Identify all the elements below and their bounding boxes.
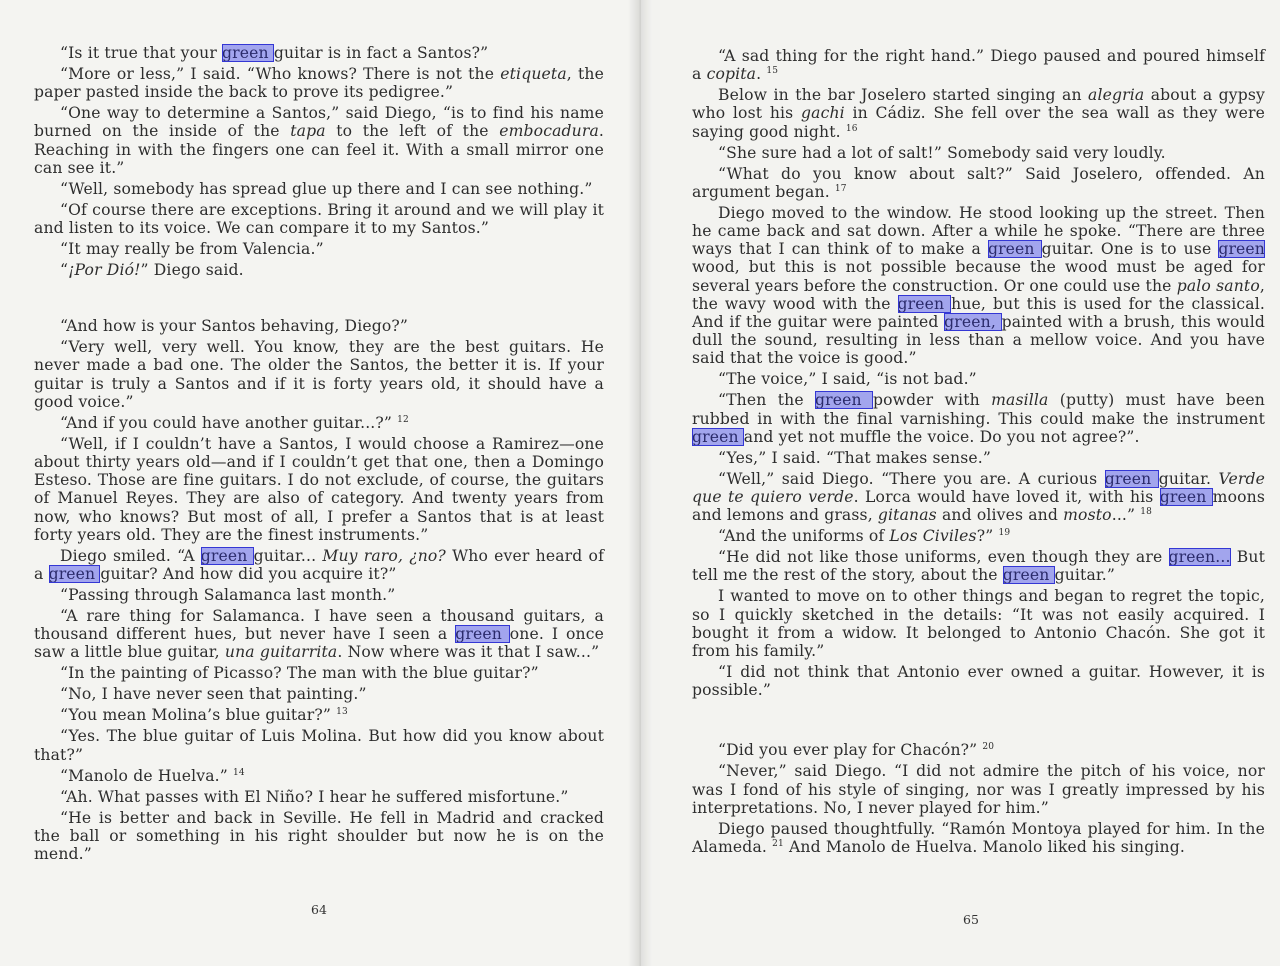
paragraph: “Yes,” I said. “That makes sense.” — [718, 448, 991, 467]
paragraph: “Yes. The blue guitar of Luis Molina. But how did you know about that?” — [34, 727, 604, 764]
highlight-green: green — [987, 240, 1042, 259]
paragraph: “A rare thing for Salamanca. I have seen a thousand guitars, a thousand different hues, but never have I seen a green one. I once saw a little blue guitar, una guitarrita. Now where was it that I saw...” — [34, 607, 604, 662]
page-number: 64 — [311, 902, 327, 917]
footnote-marker: 17 — [834, 183, 847, 194]
paragraph: “In the painting of Picasso? The man with the blue guitar?” — [60, 664, 539, 683]
right-page-text — [692, 47, 1265, 859]
footnote-marker: 16 — [845, 123, 858, 134]
paragraph: “And the uniforms of Los Civiles?” $^{19}$ — [718, 527, 1011, 546]
paragraph: “And how is your Santos behaving, Diego?” — [60, 317, 409, 336]
paragraph: “Passing through Salamanca last month.” — [60, 586, 396, 605]
paragraph: I wanted to move on to other things and began to regret the topic, so I quickly sketched in the details: “It was not easily acquired. I bought it from a widow. It belonged to Antonio Chacón. She got it from his family.” — [692, 587, 1265, 661]
paragraph: “No, I have never seen that painting.” — [60, 685, 367, 704]
footnote-marker: 21 — [772, 838, 784, 849]
paragraph: “More or less,” I said. “Who knows? There is not the etiqueta, the paper pasted inside the back to prove its pedigree.” — [34, 65, 604, 102]
paragraph: “The voice,” I said, “is not bad.” — [718, 370, 977, 389]
paragraph: “It may really be from Valencia.” — [60, 240, 324, 259]
right-page — [640, 0, 1280, 966]
highlight-green: green — [1002, 566, 1055, 585]
highlight-green: green — [455, 625, 510, 644]
paragraph: “Did you ever play for Chacón?” $^{20}$ — [718, 741, 995, 760]
paragraph: “Well, somebody has spread glue up there and I can see nothing.” — [60, 179, 593, 198]
left-page-text — [34, 44, 604, 866]
highlight-green: green — [222, 44, 274, 62]
paragraph: “Then the green powder with masilla (putty) must have been rubbed in with the final varnishing. This could make the instrument green and yet not muffle the voice. Do you not agree?”. — [692, 391, 1265, 446]
paragraph: “Never,” said Diego. “I did not admire the pitch of his voice, nor was I fond of his style of singing, nor was I greatly impressed by his interpretations. No, I never played for him.” — [692, 762, 1265, 817]
highlight-green: green — [1218, 240, 1265, 259]
highlight-green: green — [1104, 469, 1159, 488]
paragraph: “She sure had a lot of salt!” Somebody said very loudly. — [718, 143, 1166, 162]
paragraph: “A sad thing for the right hand.” Diego paused and poured himself a copita. $^{15}$ — [692, 47, 1265, 84]
footnote-marker: 12 — [397, 414, 409, 425]
paragraph: “Well,” said Diego. “There you are. A curious green guitar. Verde que te quiero verde. Lorca would have loved it, with his green moons and lemons and grass, gitanas and olives and mosto...” $^{18}$ — [692, 469, 1266, 525]
paragraph: Below in the bar Joselero started singing an alegria about a gypsy who lost his gachi in Cádiz. She fell over the sea wall as they were saying good night. $^{16}$ — [692, 86, 1265, 141]
paragraph: “Very well, very well. You know, they are the best guitars. He never made a bad one. The older the Santos, the better it is. If your guitar is truly a Santos and if it is forty years old, it should have a good voice.” — [34, 338, 604, 411]
page-number: 65 — [963, 912, 979, 927]
footnote-marker: 15 — [766, 66, 779, 77]
paragraph: “Ah. What passes with El Niño? I hear he suffered misfortune.” — [60, 787, 569, 806]
highlight-green: green, — [944, 313, 1002, 332]
footnote-marker: 13 — [336, 707, 348, 718]
paragraph: “And if you could have another guitar...?” $^{12}$ — [60, 413, 409, 432]
paragraph: “Of course there are exceptions. Bring it around and we will play it and listen to its voice. We can compare it to my Santos.” — [34, 200, 604, 238]
highlight-green: green — [897, 294, 952, 313]
highlight-green: green... — [1168, 548, 1231, 567]
paragraph: “What do you know about salt?” Said Joselero, offended. An argument began. $^{17}$ — [692, 164, 1265, 201]
paragraph: “Well, if I couldn’t have a Santos, I would choose a Ramirez—one about thirty years old—and if I couldn’t get that one, then a Domingo Esteso. Those are fine guitars. I do not exclude, of course, the guitars of Manuel Reyes. They are also of category. And twenty years from now, who knows? But most of all, I prefer a Santos that is at least forty years old. They are the finest instruments.” — [34, 434, 604, 544]
highlight-green: green — [815, 391, 873, 410]
paragraph: “One way to determine a Santos,” said Diego, “is to find his name burned on the inside of the tapa to the left of the embocadura. Reaching in with the fingers one can feel it. With a small mirror one can see it.” — [34, 104, 605, 177]
footnote-marker: 19 — [998, 528, 1011, 539]
highlight-green: green — [200, 546, 254, 565]
footnote-marker: 20 — [982, 742, 995, 753]
paragraph: “I did not think that Antonio ever owned a guitar. However, it is possible.” — [692, 663, 1265, 700]
paragraph: Diego smiled. “A green guitar... Muy raro, ¿no? Who ever heard of a green guitar? And how did you acquire it?” — [34, 546, 604, 584]
footnote-marker: 14 — [233, 767, 245, 778]
highlight-green: green — [1159, 488, 1213, 507]
highlight-green: green — [692, 427, 744, 446]
highlight-green: green — [48, 565, 101, 584]
paragraph: Diego paused thoughtfully. “Ramón Montoya played for him. In the Alameda. $^{21}$ And Manolo de Huelva. Manolo liked his singing. — [692, 819, 1265, 857]
paragraph: “Is it true that your green guitar is in fact a Santos?” — [60, 44, 489, 62]
footnote-marker: 18 — [1140, 507, 1153, 518]
paragraph: “Manolo de Huelva.” $^{14}$ — [60, 766, 245, 785]
paragraph: Diego moved to the window. He stood looking up the street. Then he came back and sat down. After a while he spoke. “There are three ways that I can think of to make a green guitar. One is to use green wood, but this is not possible because the wood must be aged for several years before the construction. Or one could use the palo santo, the wavy wood with the green hue, but this is used for the classical. And if the guitar were painted green, painted with a brush, this would dull the sound, resulting in less than a mellow voice. And you have said that the voice is good.” — [692, 203, 1265, 368]
paragraph: “You mean Molina’s blue guitar?” $^{13}$ — [60, 706, 348, 725]
paragraph: “¡Por Dió!” Diego said. — [60, 261, 244, 280]
paragraph: “He did not like those uniforms, even though they are green... But tell me the rest of the story, about the green guitar.” — [692, 548, 1265, 585]
paragraph: “He is better and back in Seville. He fell in Madrid and cracked the ball or something in his right shoulder but now he is on the mend.” — [34, 808, 604, 864]
